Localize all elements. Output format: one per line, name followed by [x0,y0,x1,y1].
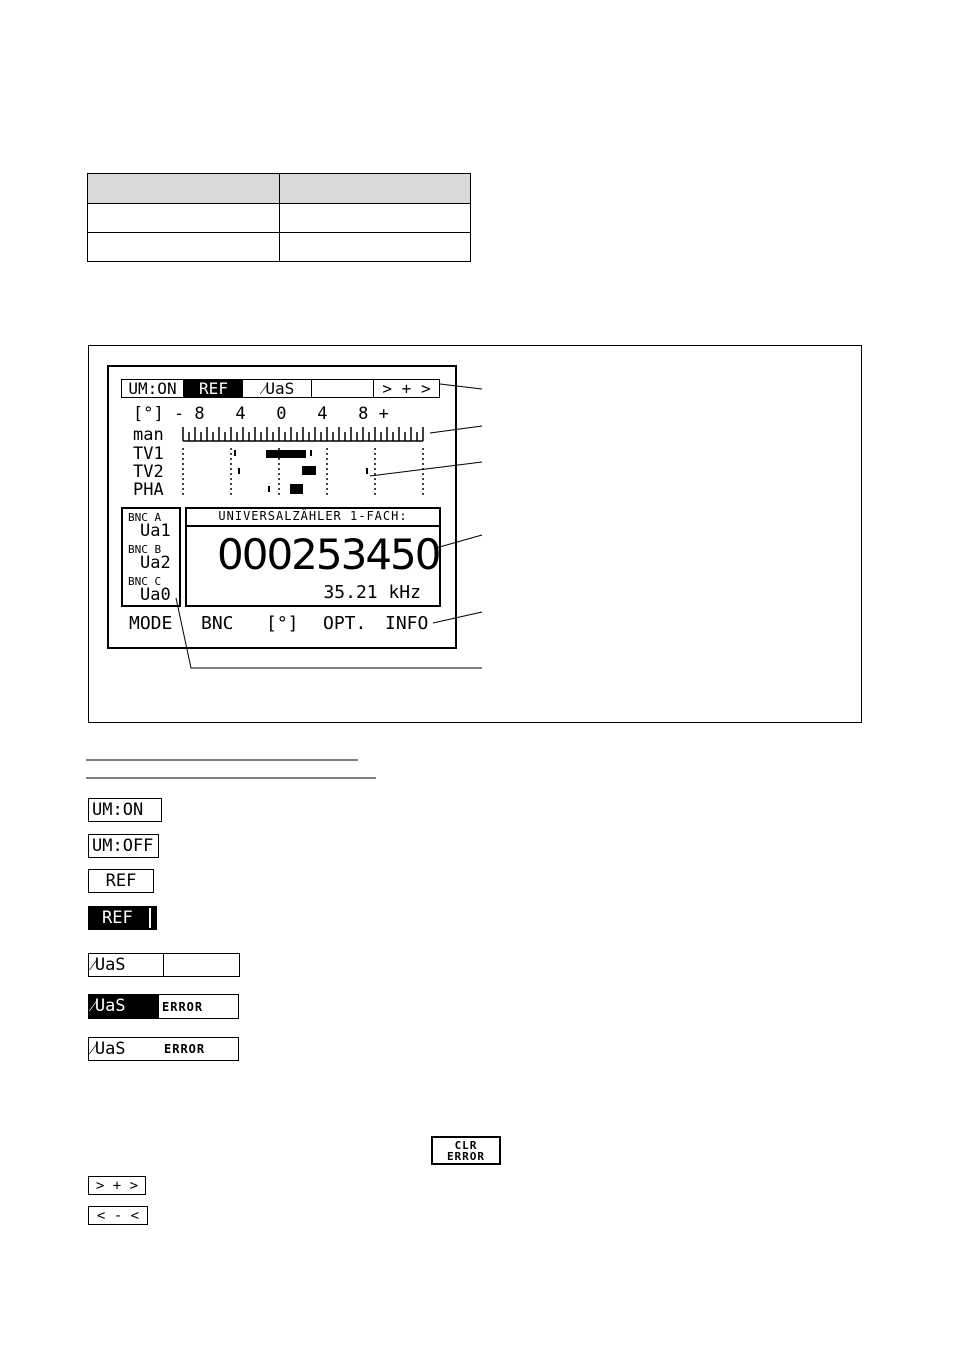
bnc-b-value: Ua2 [140,553,171,573]
bnc-c-label: BNC C [128,575,162,588]
um-off-icon: UM:OFF [88,834,159,858]
plus-icon: > + > [88,1176,146,1195]
pha-marker [268,486,270,492]
tv1-marker [310,450,312,456]
bnc-a-label: BNC A [128,511,162,524]
pha-bar [290,484,303,494]
scale-header: [°] - 8 4 0 4 8 + [133,404,389,424]
counter-title: UNIVERSALZÄHLER 1-FACH: [187,509,439,527]
um-on-icon: UM:ON [88,798,162,822]
ruler-ticks [183,427,423,441]
ref-active-separator [149,908,151,928]
uas-error-icon: ⁄UaS ERROR [88,1037,239,1061]
uas-error-active-icon: ⁄UaS ERROR [88,994,239,1019]
bnc-a-value: Ua1 [140,521,171,541]
ref-active-icon: REF [88,906,157,930]
um-on-indicator[interactable]: UM:ON [122,380,184,397]
softkey-mode[interactable]: MODE [129,613,173,634]
counter-value: 000253450 [217,530,440,579]
bnc-box [121,507,181,607]
softkey-bnc[interactable]: BNC [201,613,234,634]
softkey-opt[interactable]: OPT. [323,613,367,634]
tv2-marker [238,468,240,474]
clr-error-key-icon: CLR ERROR [431,1136,501,1165]
uas-indicator[interactable]: ⁄UaS [246,380,312,397]
counter-box [185,507,441,607]
tv2-marker [366,468,368,474]
ref-icon: REF [88,869,154,893]
row-label-man: man [133,425,164,445]
nav-plus-indicator[interactable]: > + > [382,380,431,397]
bnc-c-value: Ua0 [140,585,171,605]
tv2-bar [302,466,316,475]
row-label-tv2: TV2 [133,462,164,482]
tv1-bar [266,450,306,458]
frequency-readout: 35.21 kHz [323,582,421,603]
row-label-tv1: TV1 [133,444,164,464]
tv1-marker [234,450,236,456]
softkey-info[interactable]: INFO [385,613,429,634]
softkey-degree[interactable]: [°] [266,613,299,634]
bnc-b-label: BNC B [128,543,162,556]
minus-icon: < - < [88,1206,148,1225]
row-label-pha: PHA [133,480,164,500]
ref-indicator[interactable]: REF [184,380,246,397]
uas-empty-icon: ⁄UaS [88,953,240,977]
